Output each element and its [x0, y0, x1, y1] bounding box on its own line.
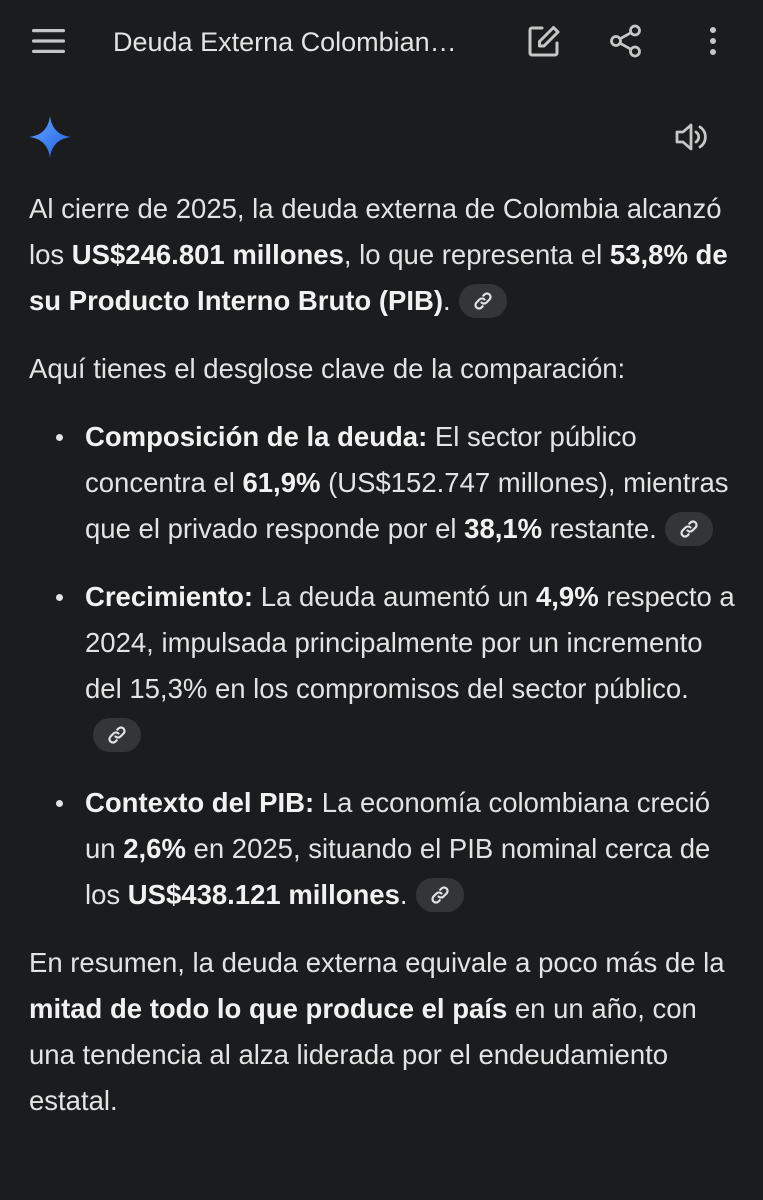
bold-text: 38,1%	[464, 513, 543, 544]
text: (US$152.747 millones), mientras que el privado responde por el	[85, 467, 729, 544]
source-link-chip[interactable]	[459, 284, 507, 318]
source-link-chip[interactable]	[416, 878, 464, 912]
more-options-button[interactable]	[689, 17, 737, 65]
link-icon	[107, 725, 127, 745]
bold-text: mitad de todo lo que produce el país	[29, 993, 508, 1024]
bold-text: 53,8% de su Producto Interno Bruto (PIB)	[29, 239, 728, 316]
text: .	[399, 879, 408, 910]
list-item	[29, 414, 739, 552]
top-app-bar	[0, 0, 763, 84]
bold-text: Contexto del PIB:	[85, 787, 315, 818]
text: La economía colombiana creció un	[85, 787, 711, 864]
text: En resumen, la deuda externa equivale a poco más de la	[29, 947, 725, 978]
share-button[interactable]	[602, 17, 650, 65]
link-icon	[473, 291, 493, 311]
text: respecto a 2024, impulsada principalmente por un incremento del 15,3% en los compromisos del sector público.	[85, 581, 735, 704]
link-icon	[430, 885, 450, 905]
text: La deuda aumentó un	[253, 581, 536, 612]
text: en 2025, situando el PIB nominal cerca de los	[85, 833, 711, 910]
share-icon	[609, 24, 643, 58]
bold-text: 2,6%	[123, 833, 186, 864]
text: restante.	[542, 513, 657, 544]
link-icon	[679, 519, 699, 539]
bold-text: Composición de la deuda:	[85, 421, 428, 452]
bold-text: 4,9%	[535, 581, 599, 612]
bold-text: Crecimiento:	[85, 581, 254, 612]
text: Al cierre de 2025, la deuda externa de Colombia alcanzó los	[29, 193, 722, 270]
menu-icon	[32, 28, 66, 54]
read-aloud-button[interactable]	[668, 113, 716, 161]
source-link-chip[interactable]	[665, 512, 713, 546]
bold-text: 61,9%	[242, 467, 321, 498]
text: El sector público concentra el	[85, 421, 637, 498]
edit-button[interactable]	[520, 17, 568, 65]
text: .	[443, 285, 451, 316]
speaker-icon	[674, 121, 710, 153]
text: , lo que representa el	[343, 239, 610, 270]
more-vert-icon	[708, 26, 718, 56]
breakdown-list	[29, 414, 739, 918]
edit-icon	[527, 24, 561, 58]
list-item	[29, 574, 739, 758]
gemini-sparkle-icon	[28, 115, 72, 159]
bold-text: US$438.121 millones	[127, 879, 400, 910]
list-item	[29, 780, 739, 918]
conversation-title[interactable]: Deuda Externa Colombian…	[113, 27, 457, 57]
response-body	[29, 186, 739, 1124]
bold-text: US$246.801 millones	[71, 239, 344, 270]
conclusion-paragraph	[29, 940, 739, 1124]
source-link-chip[interactable]	[93, 718, 141, 752]
summary-paragraph	[29, 186, 739, 324]
menu-button[interactable]	[25, 17, 73, 65]
text: en un año, con una tendencia al alza liderada por el endeudamiento estatal.	[29, 993, 697, 1116]
intro-paragraph: Aquí tienes el desglose clave de la comparación:	[29, 353, 626, 384]
